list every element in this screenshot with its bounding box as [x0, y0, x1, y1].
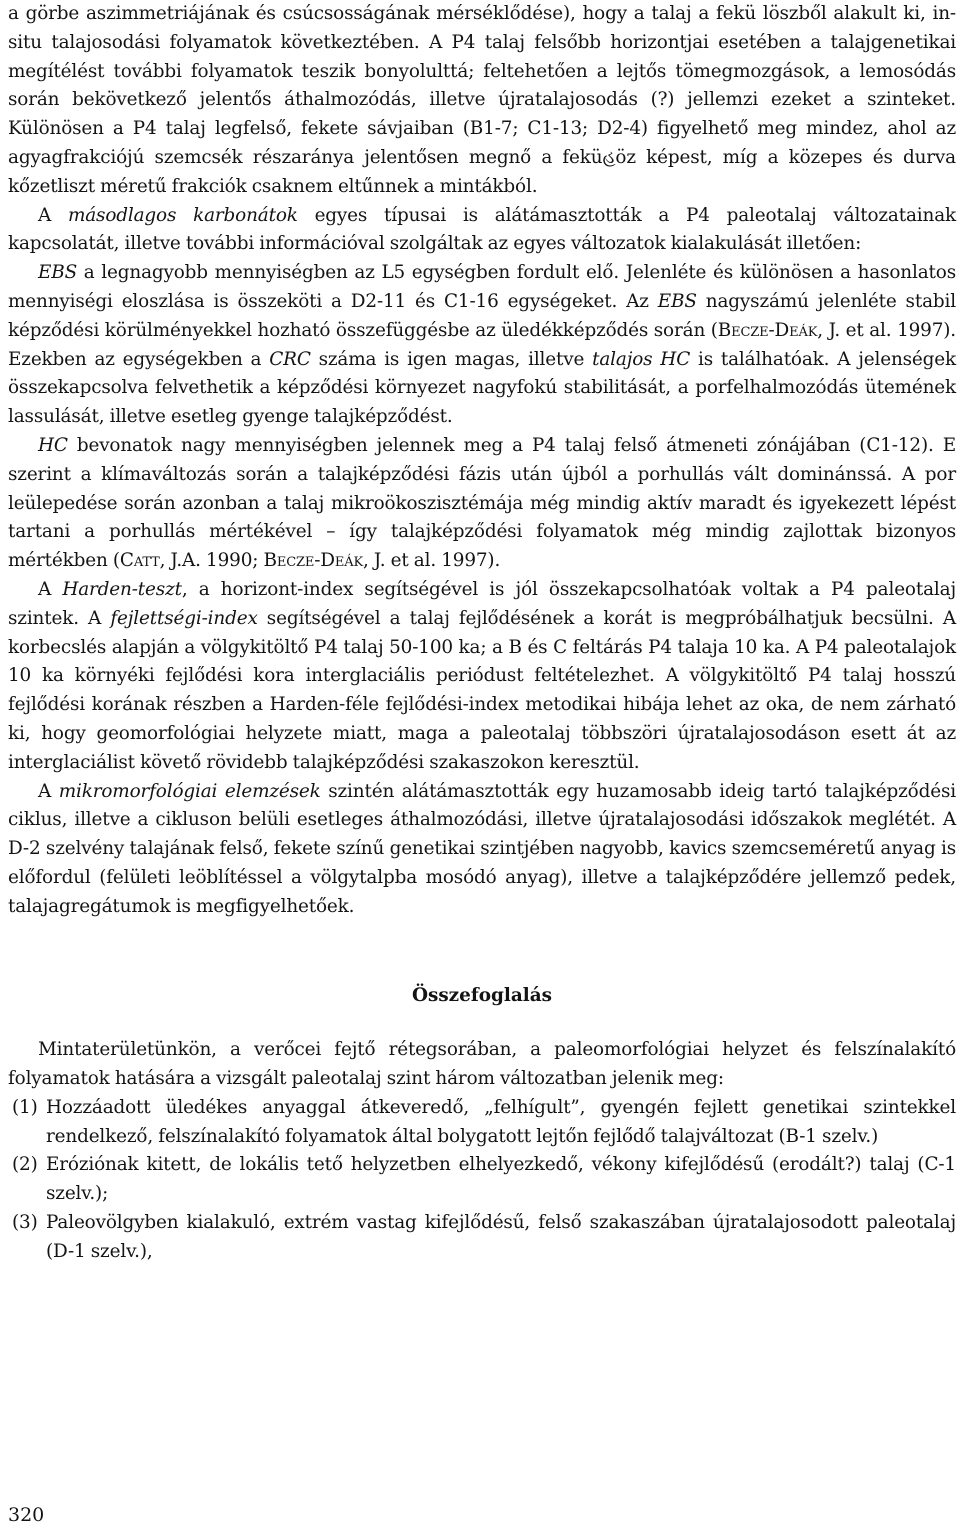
- body-text: [8, 0, 956, 922]
- text-run: A: [38, 578, 63, 600]
- list-item-text: Paleovölgyben kialakuló, extrém vastag kifejlődésű, felső szakaszában újratalajosodott paleotalaj (D-1 szelv.),: [46, 1212, 956, 1262]
- summary-text: [8, 1036, 956, 1094]
- list-item: [8, 1209, 956, 1267]
- text-run: is találhatóak. A jelenségek összekapcsolva felvethetik a képződési környezet nagyfokú stabilitását, a porfelhalmozódás ütemének lassulását, illetve esetleg gyenge talajképződést.: [8, 348, 957, 428]
- paragraph-masodlagos-karbonatok: [8, 202, 956, 260]
- citation-author: Becze-Deák: [263, 550, 364, 572]
- text-run: nagyszámú jelenléte stabil képződési körülményekkel hozható összefüggésbe az üledékképződés során (: [8, 290, 956, 341]
- list-item-number: (3): [12, 1212, 38, 1234]
- list-item-number: (2): [12, 1154, 38, 1176]
- list-item-text: Eróziónak kitett, de lokális tető helyzetben elhelyezkedő, vékony kifejlődésű (erodált?) talaj (C-1 szelv.);: [46, 1154, 956, 1205]
- text-run: szintén alátámasztották egy huzamosabb ideig tartó talajképződési ciklus, illetve a cikluson belüli esetleges áthalmozódási, illetve újratalajosodási időszakok meglétét. A D-2 szelvény talajának felső, fekete színű genetikai szintjében nagyobb, kavics szemcseméretű anyag is előfordul (felületi leöblítéssel a völgytalpba mosódó anyag), illetve a talajképződére jellemző pedek, talajagregátumok is megfigyelhetőek.: [8, 780, 956, 917]
- section-heading-osszefoglalas: Összefoglalás: [411, 984, 553, 1006]
- text-run: segítségével a talaj fejlődésének a korát is megpróbálhatjuk becsülni. A korbecslés alapján a völgykitöltő P4 talaj 50-100 ka; a B és C feltárás P4 talaja 10 ka. A P4 paleotalajok 10 ka környéki fejlődési kora interglaciális periódust feltételezhet. A völgykitöltő P4 talaj hosszú fejlődési korának részben a Harden-féle fejlődési-index metodikai hibája lehet az oka, de nem zárható ki, hogy geomorfológiai helyzete miatt, maga a paleotalaj többszöri újratalajosodáson esett át az interglaciálist követő rövidebb talajképződési szakaszokon keresztül.: [8, 607, 956, 773]
- list-item: [8, 1094, 956, 1152]
- list-item-number: (1): [12, 1096, 38, 1118]
- page-number: 320: [8, 1504, 45, 1526]
- summary-intro: Mintaterületünkön, a verőcei fejtő rétegsorában, a paleomorfológiai helyzet és felszínalakító folyamatok hatására a vizsgált paleotalaj szint három változatban jelenik meg:: [8, 1039, 956, 1090]
- text-run: , a horizont-index segítségével is jól összekapcsolhatóak voltak a P4 paleotalaj szintek. A: [8, 578, 956, 629]
- paragraph-hc-bevonatok: [8, 432, 956, 576]
- term-crc: CRC: [269, 348, 311, 370]
- text-run: A: [38, 780, 59, 802]
- term-hc: HC: [38, 434, 68, 456]
- term-harden-teszt: Harden-teszt: [62, 578, 182, 600]
- term-ebs: EBS: [657, 290, 697, 312]
- term-ebs: EBS: [38, 262, 78, 284]
- text-run: száma is igen magas, illetve: [310, 348, 593, 370]
- term-masodlagos-karbonatok: másodlagos karbonátok: [67, 204, 298, 226]
- term-talajos-hc: talajos HC: [592, 348, 691, 370]
- text-run: a legnagyobb mennyiségben az L5 egységben fordult elő. Jelenléte és különösen a hasonlatos mennyiségi eloszlása is összeköti a D2-11 és C1-16 egységeket. Az: [8, 262, 956, 312]
- text-run: , J.A. 1990;: [159, 550, 264, 572]
- text-run: , J. et al. 1997).: [363, 550, 501, 572]
- text-run: egyes típusai is alátámasztották a P4 paleotalaj változatainak kapcsolatát, illetve további információval szolgáltak az egyes változatok kialakulását illetően:: [8, 204, 957, 255]
- paragraph-ebs: [8, 259, 956, 432]
- text-run: A: [38, 204, 68, 226]
- summary-list: [8, 1094, 956, 1267]
- term-fejlettsegi-index: fejlettségi-index: [110, 607, 258, 629]
- text-run: , J. et al. 1997). Ezekben az egységekben a: [8, 319, 957, 370]
- list-item-text: Hozzáadott üledékes anyaggal átkeveredő, „felhígult”, gyengén fejlett genetikai szintekkel rendelkező, felszínalakító folyamatok által bolygatott lejtőn fejlődő talajváltozat (B-1 szelv.): [46, 1096, 956, 1147]
- paragraph-talaj-genetika: a görbe aszimmetriájának és csúcsosságának mérséklődése), hogy a talaj a fekü löszből alakult ki, in-situ talajosodási folyamatok következtében. A P4 talaj felsőbb horizontjai esetében a talajgenetikai megítélést további folyamatok teszik bonyolulttá; feltehetően a lejtős tömegmozgások, a lemosódás során bekövetkező jelentős áthalmozódás, illetve újratalajosodás (?) jellemzi ezeket a szinteket. Különösen a P4 talaj legfelső, fekete sávjaiban (B1-7; C1-13; D2-4) figyelhető meg mindez, ahol az agyagfrakciójú szemcsék részaránya jelentősen megnő a feküહöz képest, míg a közepes és durva kőzetliszt méretű frakciók csaknem eltűnnek a mintákból.: [8, 3, 956, 197]
- document-page: [8, 0, 956, 1267]
- text-run: bevonatok nagy mennyiségben jelennek meg a P4 talaj felső átmeneti zónájában (C1-12). E szerint a klímaváltozás során a talajképződési fázis után újból a porhullás vált dominánssá. A por leülepedése során azonban a talaj mikroökoszisztémája még mindig aktív maradt és igyekezett lépést tartani a porhullás mértékével – így talajképződési folyamatok még mindig zajlottak bizonyos mértékben (: [8, 434, 956, 572]
- paragraph-harden-teszt: [8, 576, 956, 778]
- paragraph-mikromorfologia: [8, 778, 956, 922]
- citation-author: Becze-Deák: [717, 319, 818, 341]
- term-mikromorfologiai-elemzesek: mikromorfológiai elemzések: [58, 780, 321, 802]
- list-item: [8, 1151, 956, 1209]
- citation-author: Catt: [119, 550, 160, 572]
